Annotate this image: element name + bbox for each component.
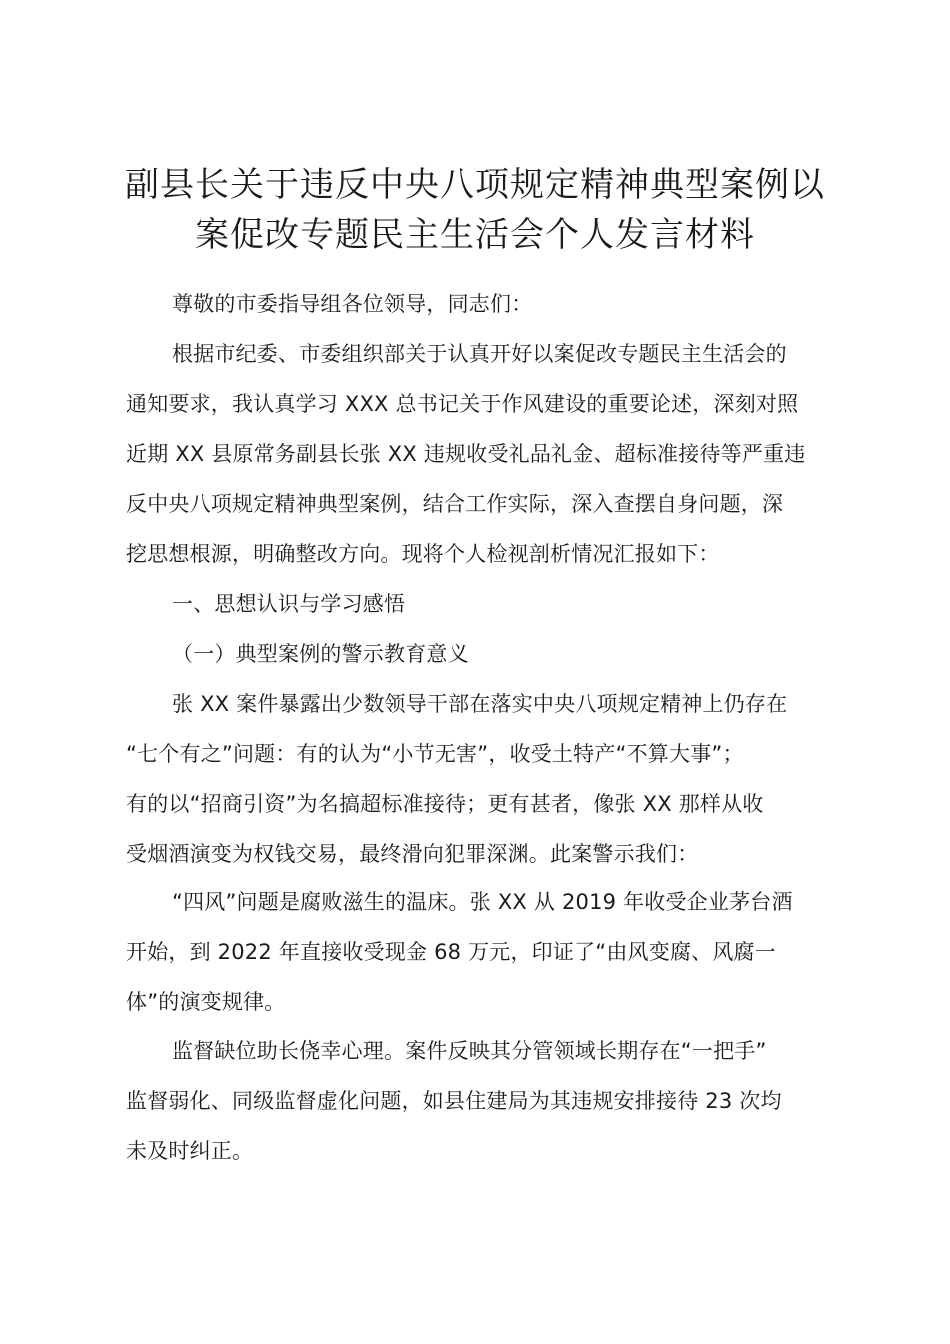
- paragraph-1-line: 通知要求，我认真学习 XXX 总书记关于作风建设的重要论述，深刻对照: [126, 392, 799, 416]
- paragraph-1-line: 近期 XX 县原常务副县长张 XX 违规收受礼品礼金、超标准接待等严重违: [126, 442, 806, 466]
- paragraph-3-line: 开始，到 2022 年直接收受现金 68 万元，印证了“由风变腐、风腐一: [126, 940, 776, 964]
- paragraph-1-line: 挖思想根源，明确整改方向。现将个人检视剖析情况汇报如下：: [126, 542, 720, 566]
- paragraph-3: [126, 877, 826, 1027]
- paragraph-1-line: 反中央八项规定精神典型案例，结合工作实际，深入查摆自身问题，深: [126, 492, 784, 516]
- title-line-1: 副县长关于违反中央八项规定精神典型案例以: [125, 165, 825, 205]
- title-line-2: 案促改专题民主生活会个人发言材料: [195, 215, 755, 255]
- paragraph-2-line: 有的以“招商引资”为名搞超标准接待；更有甚者，像张 XX 那样从收: [126, 792, 764, 816]
- paragraph-3-line: “四风”问题是腐败滋生的温床。张 XX 从 2019 年收受企业茅台酒: [172, 890, 793, 914]
- paragraph-4-line: 监督缺位助长侥幸心理。案件反映其分管领域长期存在“一把手”: [172, 1039, 767, 1063]
- paragraph-2-line: “七个有之”问题：有的认为“小节无害”，收受土特产“不算大事”；: [126, 742, 744, 766]
- greeting: [126, 279, 826, 329]
- subsection-heading-1-1: [126, 629, 826, 679]
- document-title: [100, 160, 850, 260]
- section-heading-text: 一、思想认识与学习感悟: [172, 592, 406, 616]
- greeting-text: 尊敬的市委指导组各位领导，同志们：: [172, 292, 533, 316]
- subsection-heading-text: （一）典型案例的警示教育意义: [172, 642, 469, 666]
- section-heading-1: [126, 579, 826, 629]
- paragraph-1-line: 根据市纪委、市委组织部关于认真开好以案促改专题民主生活会的: [172, 342, 787, 366]
- paragraph-1: [126, 329, 826, 579]
- paragraph-2-line: 受烟酒演变为权钱交易，最终滑向犯罪深渊。此案警示我们：: [126, 842, 699, 866]
- paragraph-4-line: 监督弱化、同级监督虚化问题，如县住建局为其违规安排接待 23 次均: [126, 1089, 782, 1113]
- paragraph-4-line: 未及时纠正。: [126, 1139, 254, 1163]
- paragraph-2: [126, 679, 826, 879]
- paragraph-4: [126, 1026, 826, 1176]
- paragraph-3-line: 体”的演变规律。: [126, 990, 286, 1014]
- paragraph-2-line: 张 XX 案件暴露出少数领导干部在落实中央八项规定精神上仍存在: [172, 692, 788, 716]
